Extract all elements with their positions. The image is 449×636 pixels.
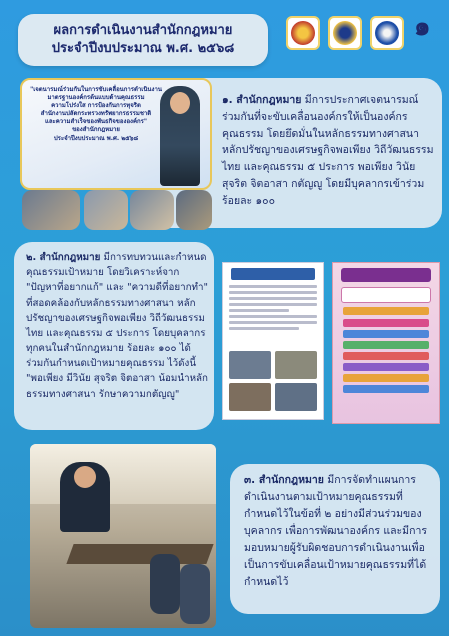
section3-text (244, 472, 430, 591)
banner-line2: มาตรฐานองค์กรต้นแบบด้านคุณธรรม (47, 94, 145, 102)
banner-line5: และความสำเร็จของพันธกิจขององค์กร" (45, 118, 147, 126)
page-number: ๑ (414, 12, 431, 42)
section1-body: มีการประกาศเจตนารมณ์ร่วมกันที่จะขับเคลื่อนองค์กรให้เป็นองค์กรคุณธรรม โดยยึดมั่นในหลักธรรมทางศาสนา หลักปรัชญาของเศรษฐกิจพอเพียง วิถีวัฒนธรรมไทย และคุณธรรม ๕ ประการ พอเพียง วินัย สุจริต จิตอาสา กตัญญู โดยมีบุคลากรเข้าร่วมร้อยละ ๑๐๐ (222, 94, 434, 207)
poster-image (332, 262, 440, 424)
banner-line1: "เจตนารมณ์ร่วมกันในการขับเคลื่อนการดำเนินงาน (30, 86, 162, 93)
event-photo-1 (22, 190, 80, 230)
event-banner-image (20, 78, 212, 190)
meeting-photo (30, 444, 216, 628)
speaker-figure (160, 86, 200, 186)
emblem-logo-1 (286, 16, 320, 50)
banner-line3: ความโปร่งใส การป้องกันการทุจริต (51, 102, 141, 110)
section3-lead: ๓. สำนักกฎหมาย (244, 474, 324, 486)
section3-body: มีการจัดทำแผนการดำเนินงานตามเป้าหมายคุณธรรมที่กำหนดไว้ในข้อที่ ๒ อย่างมีส่วนร่วมของบุคลากร เพื่อการพัฒนาองค์กร และมีการมอบหมายผู้รับผิดชอบการดำเนินงานเพื่อเป็นการขับเคลื่อนเป้าหมายคุณธรรมที่ได้กำหนดไว้ (244, 474, 427, 588)
page-title-line1: ผลการดำเนินงานสำนักกฎหมาย (53, 23, 233, 39)
section3-card (230, 464, 440, 614)
banner-line4: สำนักงานปลัดกระทรวงทรัพยากรธรรมชาติ (40, 110, 152, 118)
emblem-logo-2 (328, 16, 362, 50)
document-image (222, 262, 324, 420)
page-title-box (18, 14, 268, 66)
event-photo-3 (130, 190, 174, 230)
section2-text (26, 250, 208, 402)
section2-body: มีการทบทวนและกำหนดคุณธรรมเป้าหมาย โดยวิเคราะห์จาก "ปัญหาที่อยากแก้" และ "ความดีที่อยากทำ" ที่สอดคล้องกับหลักธรรมทางศาสนา หลักปรัชญาของเศรษฐกิจพอเพียง วิถีวัฒนธรรมไทย และคุณธรรม ๕ ประการ โดยบุคลากรทุกคนในสำนักกฎหมาย ร้อยละ ๑๐๐ ได้ร่วมกันกำหนดเป้าหมายคุณธรรม ไว้ดังนี้ "พอเพียง มีวินัย สุจริต จิตอาสา น้อมนำหลักธรรมทางศาสนา รักษาความกตัญญู" (26, 252, 208, 400)
banner-line6: ของสำนักกฎหมาย (72, 126, 120, 134)
poster-header-bar (341, 268, 431, 282)
section2-card (14, 242, 214, 430)
event-photo-2 (84, 190, 128, 230)
presenter-figure (60, 462, 110, 532)
page-title-line2: ประจำปีงบประมาณ พ.ศ. ๒๕๖๘ (51, 41, 235, 56)
section2-lead: ๒. สำนักกฎหมาย (26, 252, 101, 263)
banner-line7: ประจำปีงบประมาณ พ.ศ. ๒๕๖๘ (53, 134, 139, 142)
emblem-logo-3 (370, 16, 404, 50)
section1-text (222, 92, 436, 210)
event-photo-4 (176, 190, 212, 230)
document-header-bar (231, 268, 315, 280)
section1-lead: ๑. สำนักกฎหมาย (222, 94, 302, 106)
